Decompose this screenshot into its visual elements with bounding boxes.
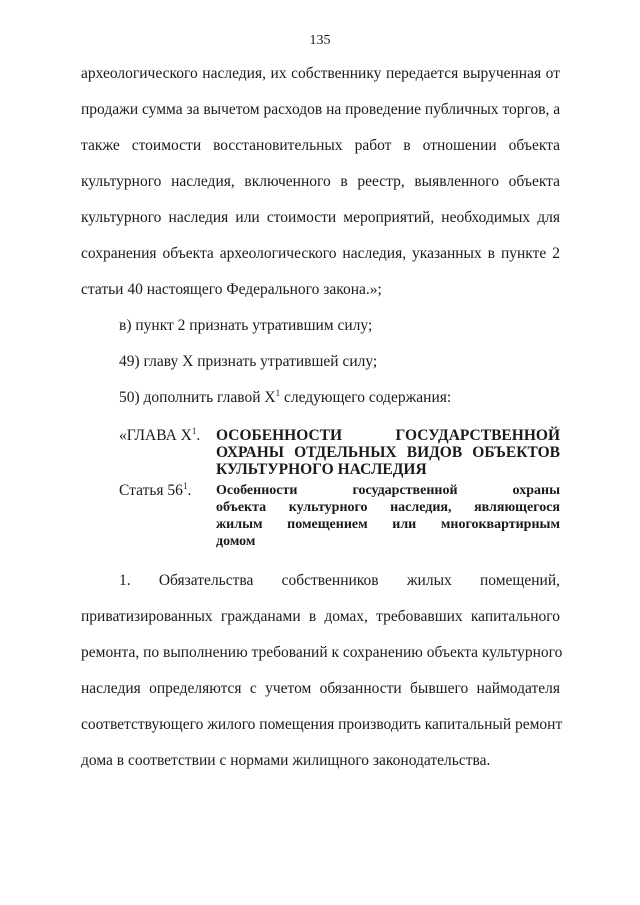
chapter-label bbox=[119, 427, 200, 444]
article-title bbox=[216, 482, 560, 550]
article-label bbox=[119, 482, 191, 499]
text-line: сохранения объекта археологического наследия, указанных в пункте 2 bbox=[81, 245, 560, 262]
article-title-line: объекта культурного наследия, являющегося bbox=[216, 500, 560, 515]
article-title-line: Особенности государственной охраны bbox=[216, 483, 560, 498]
article-label-dot: . bbox=[187, 482, 192, 499]
text-line: культурного наследия или стоимости мероприятий, необходимых для bbox=[81, 209, 560, 226]
chapter-title-line: ОСОБЕННОСТИ ГОСУДАРСТВЕННОЙ bbox=[216, 427, 560, 444]
text-line: статьи 40 настоящего Федерального закона.»; bbox=[81, 281, 382, 298]
text-line: 1. Обязательства собственников жилых помещений, bbox=[119, 572, 560, 589]
article-label-text: Статья 56 bbox=[119, 482, 183, 499]
text-line: дома в соответствии с нормами жилищного законодательства. bbox=[81, 752, 491, 769]
text-line: ремонта, по выполнению требований к сохранению объекта культурного bbox=[81, 644, 563, 661]
text-line: археологического наследия, их собственнику передается вырученная от bbox=[81, 65, 560, 82]
text-line: приватизированных гражданами в домах, требовавших капитального bbox=[81, 608, 560, 625]
text-line: наследия определяются с учетом обязанности бывшего наймодателя bbox=[81, 680, 560, 697]
chapter-label-dot: . bbox=[196, 427, 201, 444]
superscript: 1 bbox=[191, 425, 197, 436]
item-v: в) пункт 2 признать утратившим силу; bbox=[119, 317, 373, 334]
chapter-title bbox=[216, 427, 560, 478]
item-49: 49) главу X признать утратившей силу; bbox=[119, 353, 378, 370]
chapter-label-text: «ГЛАВА X bbox=[119, 427, 192, 444]
item-50-text: 50) дополнить главой X bbox=[119, 389, 276, 406]
article-title-line: жилым помещением или многоквартирным bbox=[216, 517, 560, 532]
chapter-title-line: ОХРАНЫ ОТДЕЛЬНЫХ ВИДОВ ОБЪЕКТОВ bbox=[216, 444, 560, 461]
superscript: 1 bbox=[182, 480, 188, 491]
item-50 bbox=[119, 388, 451, 408]
article-title-line: домом bbox=[216, 534, 256, 549]
text-line: также стоимости восстановительных работ в отношении объекта bbox=[81, 137, 560, 154]
chapter-title-line: КУЛЬТУРНОГО НАСЛЕДИЯ bbox=[216, 461, 427, 478]
superscript: 1 bbox=[275, 387, 281, 398]
page-number: 135 bbox=[309, 33, 331, 48]
item-50-text-tail: следующего содержания: bbox=[280, 389, 452, 406]
text-line: культурного наследия, включенного в реестр, выявленного объекта bbox=[81, 173, 560, 190]
text-line: продажи сумма за вычетом расходов на проведение публичных торгов, а bbox=[81, 101, 561, 118]
text-line: соответствующего жилого помещения производить капитальный ремонт bbox=[81, 716, 563, 733]
